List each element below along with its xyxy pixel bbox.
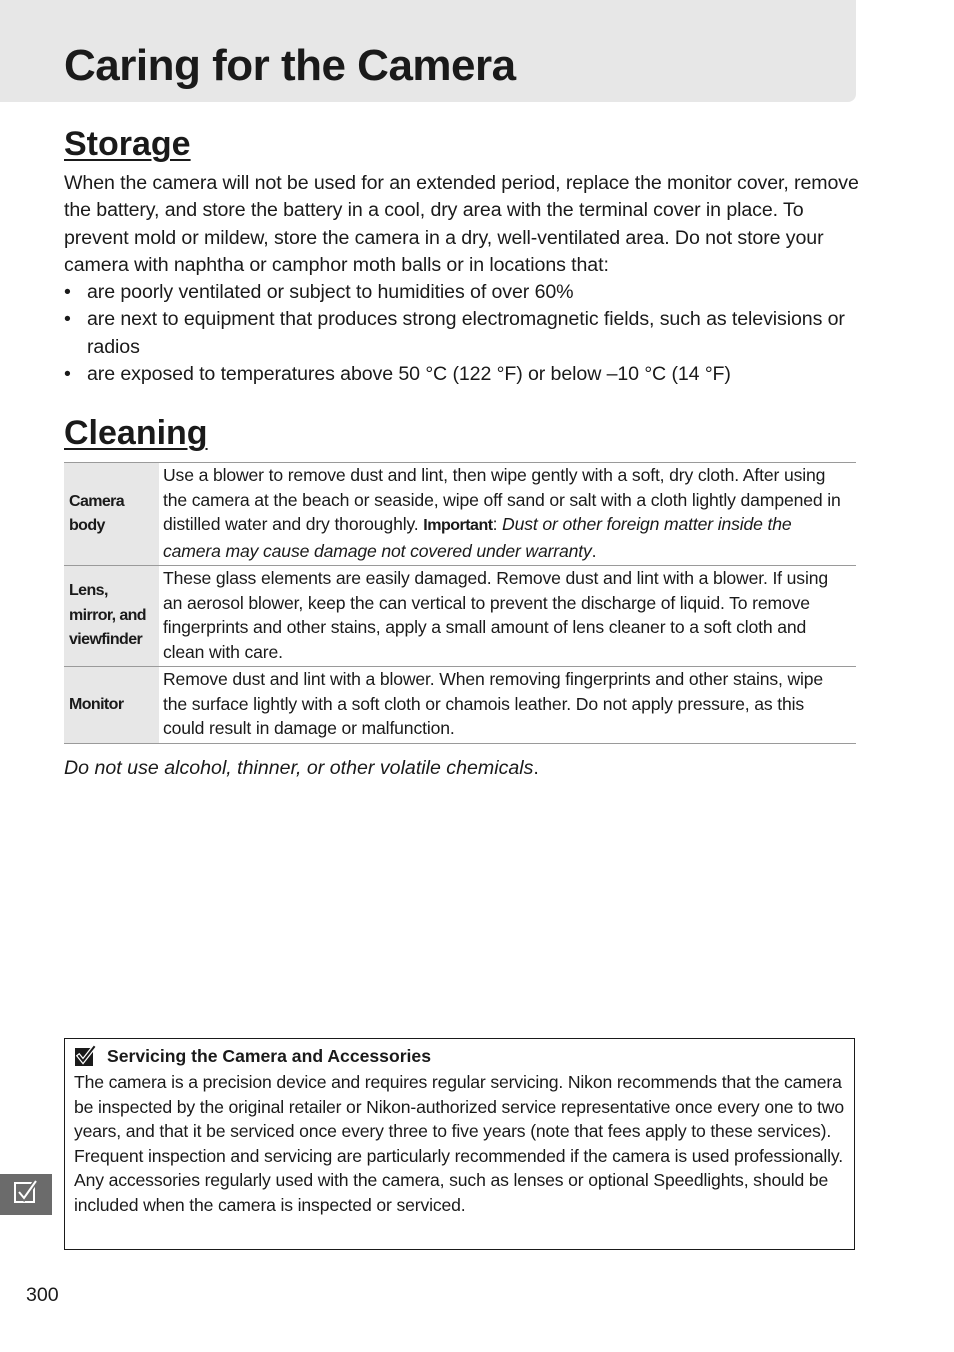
storage-heading: Storage xyxy=(64,125,191,163)
row-label-camera-body: Camera body xyxy=(64,463,159,566)
page-number: 300 xyxy=(26,1284,59,1306)
important-label: Important xyxy=(423,517,493,534)
row-label-lens: Lens, mirror, and viewfinder xyxy=(64,566,159,667)
servicing-note xyxy=(64,1038,855,1250)
section-tab xyxy=(0,1174,52,1215)
cleaning-heading: Cleaning xyxy=(64,414,208,452)
row-text-lens: These glass elements are easily damaged. Remove dust and lint with a blower. If using an aerosol blower, keep the can vertical to prevent the discharge of liquid. To remove fingerprints and other stains, apply a small amount of lens cleaner to a soft cloth and clean with care. xyxy=(159,566,856,667)
storage-paragraph: When the camera will not be used for an extended period, replace the monitor cover, remove the battery, and store the battery in a cool, dry area with the terminal cover in place. To prevent mold or mildew, store the camera in a dry, well-ventilated area. Do not store your camera with naphtha or camphor moth balls or in locations that: xyxy=(64,172,859,276)
note-body: The camera is a precision device and requires regular servicing. Nikon recommends that the camera be inspected by the original retailer or Nikon-authorized service representative once every one to two years, and that it be serviced once every three to five years (note that fees apply to these services). Frequent inspection and servicing are particularly recommended if the camera is used professionally. Any accessories regularly used with the camera, such as lenses or optional Speedlights, should be included when the camera is inspected or serviced. xyxy=(74,1072,845,1215)
list-item: • are poorly ventilated or subject to humidities of over 60% xyxy=(64,279,854,306)
table-row xyxy=(64,667,856,744)
list-item: • are exposed to temperatures above 50 °C (122 °F) or below –10 °C (14 °F) xyxy=(64,361,854,388)
row-text-camera-body: Use a blower to remove dust and lint, then wipe gently with a soft, dry cloth. After using the camera at the beach or seaside, wipe off sand or salt with a cloth lightly dampened in distilled water and dry thoroughly. Important: Dust or other foreign matter inside the camera may cause damage not covered under warranty. xyxy=(159,463,856,566)
technical-notes-icon xyxy=(13,1179,39,1210)
table-row xyxy=(64,566,856,667)
important-text: Dust or other foreign matter inside the camera may cause damage not covered under warranty xyxy=(163,514,792,561)
row-label-monitor: Monitor xyxy=(64,667,159,744)
table-row xyxy=(64,463,856,566)
list-item: • are next to equipment that produces strong electromagnetic fields, such as televisions or radios xyxy=(64,306,854,361)
chemicals-warning: Do not use alcohol, thinner, or other volatile chemicals. xyxy=(64,757,539,779)
note-title: Servicing the Camera and Accessories xyxy=(74,1044,431,1068)
cleaning-table xyxy=(64,462,856,744)
storage-list xyxy=(64,279,854,388)
check-box-icon xyxy=(74,1045,96,1067)
page-title: Caring for the Camera xyxy=(64,41,516,90)
row-text-monitor: Remove dust and lint with a blower. When removing fingerprints and other stains, wipe the surface lightly with a soft cloth or chamois leather. Do not apply pressure, as this could result in damage or malfunction. xyxy=(159,667,856,744)
